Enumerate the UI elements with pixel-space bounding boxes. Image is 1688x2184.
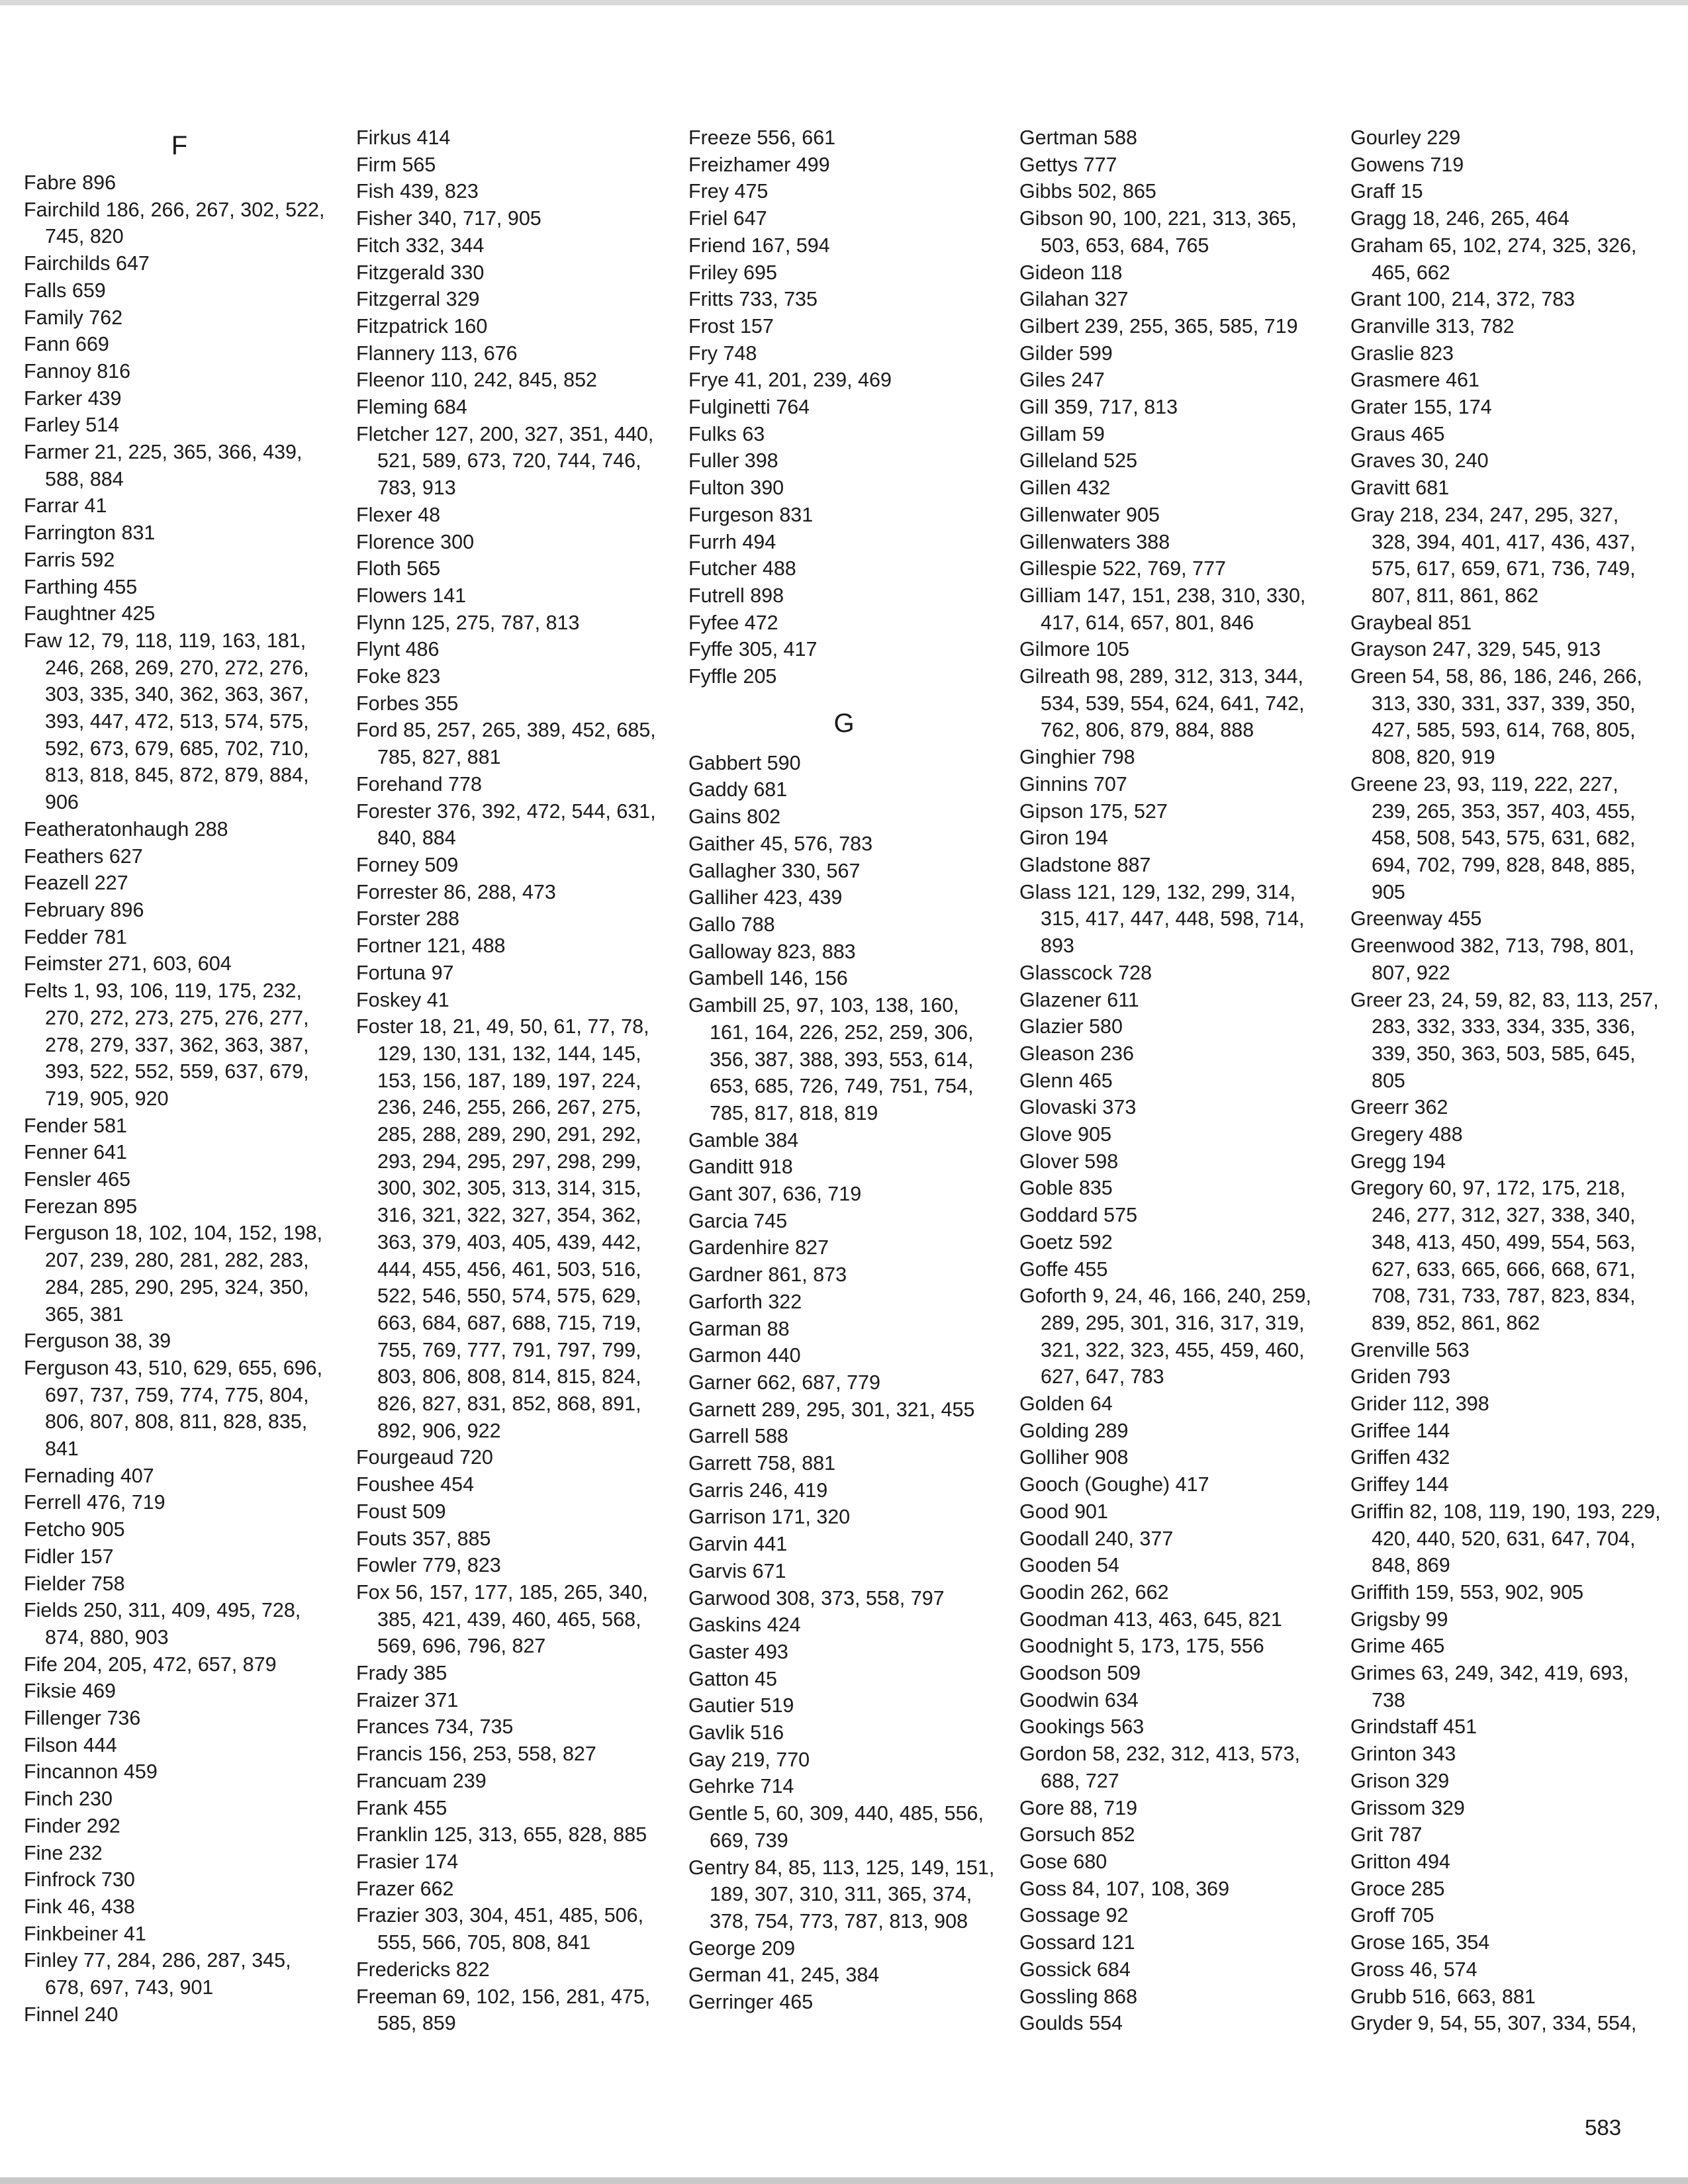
index-entry: Furgeson 831: [688, 503, 814, 526]
index-entry: Greer 23, 24, 59, 82, 83, 113, 257, 283, 332, 333, 334, 335, 336, 339, 350, 363, 503, 585, 645, 805: [1350, 988, 1659, 1092]
index-entry: Farker 439: [24, 387, 122, 410]
index-entry: Forehand 778: [356, 772, 482, 796]
index-entry: Goble 835: [1019, 1177, 1113, 1200]
index-entry: Fink 46, 438: [24, 1895, 135, 1918]
index-entry: Fife 204, 205, 472, 657, 879: [24, 1653, 277, 1676]
index-entry: Frost 157: [688, 314, 774, 338]
index-entry: Feazell 227: [24, 872, 128, 895]
index-entry: Foust 509: [356, 1500, 446, 1523]
index-entry: Galloway 823, 883: [688, 940, 856, 963]
index-entry: Garwood 308, 373, 558, 797: [688, 1586, 945, 1610]
index-entry: Gardenhire 827: [688, 1236, 829, 1259]
index-entry: Floth 565: [356, 557, 441, 580]
index-entry: Glove 905: [1019, 1123, 1112, 1146]
index-entry: Fetcho 905: [24, 1518, 125, 1541]
index-entry: Gossage 92: [1019, 1904, 1129, 1927]
index-entry: Giron 194: [1019, 827, 1108, 850]
index-entry: Garrett 758, 881: [688, 1452, 836, 1475]
index-entry: Gambill 25, 97, 103, 138, 160, 161, 164, 226, 252, 259, 306, 356, 387, 388, 393, 553, 614, 653, 685, 726, 749, 751, 754, 785, 817, 818, 819: [688, 994, 974, 1124]
index-entry: Fisher 340, 717, 905: [356, 207, 541, 230]
index-entry: Fyfee 472: [688, 611, 778, 634]
index-entry: Fritts 733, 735: [688, 288, 818, 311]
index-entry: Fox 56, 157, 177, 185, 265, 340, 385, 421, 439, 460, 465, 568, 569, 696, 796, 827: [356, 1580, 648, 1658]
index-entry: Garvin 441: [688, 1533, 788, 1556]
index-entry: Franklin 125, 313, 655, 828, 885: [356, 1823, 647, 1846]
index-entry: Flynn 125, 275, 787, 813: [356, 611, 580, 634]
index-entry: Fillenger 736: [24, 1707, 141, 1730]
index-entry: Graus 465: [1350, 422, 1445, 445]
index-entry: Greenway 455: [1350, 907, 1482, 931]
index-entry: Fann 669: [24, 333, 109, 356]
index-entry: Farmer 21, 225, 365, 366, 439, 588, 884: [24, 441, 303, 490]
index-entry: Goodnight 5, 173, 175, 556: [1019, 1635, 1264, 1658]
index-entry: Gillenwaters 388: [1019, 530, 1170, 553]
index-entry: Faw 12, 79, 118, 119, 163, 181, 246, 268, 269, 270, 272, 276, 303, 335, 340, 362, 363, 367, 393, 447, 472, 513, 574, 575, 592, 673, 679, 685, 702, 710, 813, 818, 845, 872, 879, 884, 906: [24, 629, 309, 814]
index-entry: Gardner 861, 873: [688, 1263, 847, 1287]
index-entry: Frank 455: [356, 1796, 447, 1819]
index-entry: Glover 598: [1019, 1150, 1119, 1173]
index-entry: Golliher 908: [1019, 1446, 1129, 1469]
index-entry: Gooch (Goughe) 417: [1019, 1473, 1209, 1496]
index-entry: Fincannon 459: [24, 1760, 158, 1784]
index-entry: George 209: [688, 1936, 796, 1960]
index-entry: Fabre 896: [24, 171, 117, 194]
index-entry: Friel 647: [688, 207, 767, 230]
index-entry: Gorsuch 852: [1019, 1823, 1135, 1846]
index-entry: Gehrke 714: [688, 1775, 794, 1798]
top-scan-edge: [0, 0, 1688, 5]
index-entry: Gambell 146, 156: [688, 967, 848, 990]
index-entry: Firkus 414: [356, 126, 451, 149]
index-entry: Finch 230: [24, 1788, 113, 1811]
index-entry: Garcia 745: [688, 1209, 788, 1232]
index-column-2: [356, 124, 667, 2037]
index-entry: Glazier 580: [1019, 1015, 1123, 1038]
index-entry: Garman 88: [688, 1317, 790, 1340]
index-entry: Goodman 413, 463, 645, 821: [1019, 1608, 1282, 1631]
index-entry: Good 901: [1019, 1500, 1108, 1523]
index-entry: Ginghier 798: [1019, 746, 1135, 769]
index-entry: Fry 748: [688, 341, 757, 365]
index-entry: Fitch 332, 344: [356, 234, 485, 257]
page-number: 583: [1585, 2115, 1622, 2140]
index-entry: Fredericks 822: [356, 1958, 490, 1981]
index-entry: Gentry 84, 85, 113, 125, 149, 151, 189, 307, 310, 311, 365, 374, 378, 754, 773, 787, 813, 908: [688, 1856, 995, 1933]
index-entry: Featheratonhaugh 288: [24, 817, 228, 841]
index-entry: Gallo 788: [688, 913, 775, 936]
index-entry: Gilahan 327: [1019, 288, 1129, 311]
index-entry: Foushee 454: [356, 1473, 475, 1496]
index-entry: Ferrell 476, 719: [24, 1491, 165, 1514]
index-entry: Graham 65, 102, 274, 325, 326, 465, 662: [1350, 234, 1637, 284]
index-entry: Gamble 384: [688, 1128, 799, 1152]
index-entry: Glasscock 728: [1019, 961, 1152, 984]
index-entry: Fowler 779, 823: [356, 1554, 501, 1577]
index-column-3: [688, 124, 1000, 2016]
index-entry: Ferguson 18, 102, 104, 152, 198, 207, 239, 280, 281, 282, 283, 284, 285, 290, 295, 324, 350, 365, 381: [24, 1222, 323, 1326]
index-entry: Goddard 575: [1019, 1204, 1138, 1227]
index-entry: Greene 23, 93, 119, 222, 227, 239, 265, 353, 357, 403, 455, 458, 508, 543, 575, 631, 682, 694, 702, 799, 828, 848, 885, 905: [1350, 772, 1636, 903]
index-entry: Griffin 82, 108, 119, 190, 193, 229, 420, 440, 520, 631, 647, 704, 848, 869: [1350, 1500, 1661, 1577]
index-entry: Gideon 118: [1019, 261, 1123, 284]
index-entry: Gant 307, 636, 719: [688, 1183, 862, 1206]
index-entry: Foke 823: [356, 665, 441, 688]
index-entry: Gillam 59: [1019, 422, 1105, 445]
index-entry: Finder 292: [24, 1814, 120, 1837]
index-entry: Felts 1, 93, 106, 119, 175, 232, 270, 272, 273, 275, 276, 277, 278, 279, 337, 362, 363, 387, 393, 522, 552, 559, 637, 679, 719, 905, 920: [24, 979, 309, 1110]
index-entry: Grasmere 461: [1350, 369, 1479, 392]
index-entry: Frye 41, 201, 239, 469: [688, 369, 892, 392]
index-entry: Ginnins 707: [1019, 772, 1127, 796]
index-entry: Grinton 343: [1350, 1743, 1456, 1766]
index-entry: Fortner 121, 488: [356, 934, 506, 958]
index-entry: Goulds 554: [1019, 2012, 1123, 2035]
index-entry: Furrh 494: [688, 530, 776, 553]
index-entry: Fidler 157: [24, 1545, 114, 1568]
index-entry: Gore 88, 719: [1019, 1796, 1138, 1819]
index-entry: Fletcher 127, 200, 327, 351, 440, 521, 589, 673, 720, 744, 746, 783, 913: [356, 422, 654, 500]
index-entry: Forrester 86, 288, 473: [356, 880, 556, 903]
index-entry: Gallagher 330, 567: [688, 859, 861, 882]
index-entry: Green 54, 58, 86, 186, 246, 266, 313, 330, 331, 337, 339, 350, 427, 585, 593, 614, 768, 805, 808, 820, 919: [1350, 665, 1642, 769]
index-entry: Fitzgerald 330: [356, 261, 485, 284]
index-entry: Garmon 440: [688, 1344, 801, 1367]
index-entry: Flexer 48: [356, 503, 441, 526]
index-entry: Glovaski 373: [1019, 1096, 1137, 1119]
index-entry: Ferezan 895: [24, 1195, 138, 1218]
index-entry: Goodin 262, 662: [1019, 1580, 1169, 1604]
index-entry: Finfrock 730: [24, 1868, 135, 1891]
index-entry: Gossick 684: [1019, 1958, 1131, 1981]
index-entry: Freizhamer 499: [688, 153, 830, 176]
index-entry: Fouts 357, 885: [356, 1527, 491, 1550]
index-entry: Fyffle 205: [688, 665, 777, 688]
index-entry: Gilreath 98, 289, 312, 313, 344, 534, 539, 554, 624, 641, 742, 762, 806, 879, 884, 888: [1019, 665, 1305, 742]
index-entry: Gossling 868: [1019, 1985, 1138, 2008]
index-entry: Forney 509: [356, 853, 459, 876]
index-entry: Fairchild 186, 266, 267, 302, 522, 745, 820: [24, 198, 325, 248]
index-entry: Fortuna 97: [356, 961, 454, 984]
index-entry: Graybeal 851: [1350, 611, 1472, 634]
index-entry: Foster 18, 21, 49, 50, 61, 77, 78, 129, 130, 131, 132, 144, 145, 153, 156, 187, 189, 197, 224, 236, 246, 255, 266, 267, 275, 285, 288, 289, 290, 291, 292, 293, 294, 295, 297, 298, 299, 300, 302, 305, 313, 314, 315, 316, 321, 322, 327, 354, 362, 363, 379, 403, 405, 439, 442, 444, 455, 456, 461, 503, 516, 522, 546, 550, 574, 575, 629, 663, 684, 687, 688, 715, 719, 755, 769, 777, 791, 797, 799, 803, 806, 808, 814, 815, 824, 826, 827, 831, 852, 868, 891, 892, 906, 922: [356, 1015, 649, 1442]
index-entry: Glenn 465: [1019, 1069, 1113, 1092]
index-entry: Forster 288: [356, 907, 459, 931]
index-entry: Ford 85, 257, 265, 389, 452, 685, 785, 827, 881: [356, 719, 656, 769]
index-entry: Frances 734, 735: [356, 1715, 514, 1739]
index-entry: Fine 232: [24, 1841, 103, 1864]
index-entry: Gaddy 681: [688, 778, 788, 801]
index-entry: Gerringer 465: [688, 1991, 814, 2014]
index-entry: Golden 64: [1019, 1392, 1113, 1416]
index-entry: Fields 250, 311, 409, 495, 728, 874, 880, 903: [24, 1599, 301, 1649]
index-entry: Fensler 465: [24, 1168, 131, 1191]
index-entry: Glass 121, 129, 132, 299, 314, 315, 417, 447, 448, 598, 714, 893: [1019, 880, 1305, 958]
index-entry: Grider 112, 398: [1350, 1392, 1489, 1416]
index-entry: Grime 465: [1350, 1635, 1445, 1658]
index-entry: Giles 247: [1019, 369, 1105, 392]
index-entry: Francis 156, 253, 558, 827: [356, 1743, 596, 1766]
index-entry: Gowens 719: [1350, 153, 1464, 176]
index-entry: Finnel 240: [24, 2003, 118, 2026]
index-entry: Freeman 69, 102, 156, 281, 475, 585, 859: [356, 1985, 651, 2035]
index-entry: Farris 592: [24, 548, 115, 571]
index-entry: Garnett 289, 295, 301, 321, 455: [688, 1398, 975, 1421]
index-entry: Gilbert 239, 255, 365, 585, 719: [1019, 314, 1298, 338]
index-entry: Forester 376, 392, 472, 544, 631, 840, 884: [356, 799, 656, 850]
index-entry: Fish 439, 823: [356, 180, 479, 203]
index-entry: Gibson 90, 100, 221, 313, 365, 503, 653, 684, 765: [1019, 207, 1297, 257]
index-entry: Gentle 5, 60, 309, 440, 485, 556, 669, 739: [688, 1802, 984, 1852]
index-entry: Finkbeiner 41: [24, 1922, 146, 1945]
index-entry: Grose 165, 354: [1350, 1931, 1490, 1954]
index-entry: Gilmore 105: [1019, 638, 1130, 661]
index-entry: Frazer 662: [356, 1877, 454, 1900]
index-entry: Gookings 563: [1019, 1715, 1145, 1739]
index-entry: Golding 289: [1019, 1419, 1129, 1442]
index-entry: Gordon 58, 232, 312, 413, 573, 688, 727: [1019, 1743, 1300, 1792]
index-entry: Gavlik 516: [688, 1721, 784, 1745]
index-entry: German 41, 245, 384: [688, 1964, 880, 1987]
index-entry: Griden 793: [1350, 1365, 1450, 1388]
index-entry: Gooden 54: [1019, 1554, 1119, 1577]
index-entry: Gray 218, 234, 247, 295, 327, 328, 394, 401, 417, 436, 437, 575, 617, 659, 671, 736, 749, 807, 811, 861, 862: [1350, 503, 1636, 607]
index-entry: Fourgeaud 720: [356, 1446, 493, 1469]
index-entry: Goodwin 634: [1019, 1688, 1139, 1711]
index-entry: Gipson 175, 527: [1019, 799, 1168, 823]
index-entry: Groce 285: [1350, 1877, 1445, 1900]
index-entry: Gritton 494: [1350, 1850, 1450, 1873]
index-entry: Fairchilds 647: [24, 252, 150, 275]
index-entry: Graff 15: [1350, 180, 1423, 203]
index-entry: Gabbert 590: [688, 751, 801, 774]
index-entry: Gourley 229: [1350, 126, 1461, 149]
index-entry: Fulton 390: [688, 477, 784, 500]
index-entry: Filson 444: [24, 1733, 117, 1756]
index-entry: Freeze 556, 661: [688, 126, 836, 149]
index-entry: Ferguson 43, 510, 629, 655, 696, 697, 737, 759, 774, 775, 804, 806, 807, 808, 811, 828, 835, 841: [24, 1356, 323, 1461]
index-entry: Fleenor 110, 242, 845, 852: [356, 369, 598, 392]
index-entry: Fuller 398: [688, 449, 778, 473]
index-entry: Grimes 63, 249, 342, 419, 693, 738: [1350, 1662, 1629, 1711]
index-entry: Garforth 322: [688, 1290, 802, 1313]
index-entry: Fernading 407: [24, 1464, 154, 1487]
index-entry: February 896: [24, 898, 144, 921]
index-entry: Gravitt 681: [1350, 477, 1450, 500]
index-entry: Gragg 18, 246, 265, 464: [1350, 207, 1570, 230]
index-column-1: [24, 124, 335, 2028]
index-entry: Goodall 240, 377: [1019, 1527, 1174, 1550]
index-entry: Farrar 41: [24, 494, 107, 518]
index-entry: Fitzpatrick 160: [356, 314, 488, 338]
index-entry: Frey 475: [688, 180, 769, 203]
index-entry: Graslie 823: [1350, 341, 1454, 365]
index-entry: Grigsby 99: [1350, 1608, 1448, 1631]
index-entry: Gaskins 424: [688, 1614, 801, 1637]
index-entry: Frady 385: [356, 1662, 447, 1685]
index-entry: Family 762: [24, 306, 123, 329]
index-entry: Garvis 671: [688, 1559, 786, 1582]
index-entry: Grant 100, 214, 372, 783: [1350, 288, 1575, 311]
index-entry: Gatton 45: [688, 1667, 777, 1690]
index-entry: Flynt 486: [356, 638, 440, 661]
index-entry: Fitzgerral 329: [356, 288, 480, 311]
index-entry: Grindstaff 451: [1350, 1715, 1477, 1739]
index-entry: Fleming 684: [356, 396, 467, 419]
index-entry: Gaster 493: [688, 1640, 788, 1663]
index-entry: Graves 30, 240: [1350, 449, 1489, 473]
index-entry: Gettys 777: [1019, 153, 1117, 176]
index-entry: Fraizer 371: [356, 1688, 459, 1711]
index-entry: Goss 84, 107, 108, 369: [1019, 1877, 1230, 1900]
index-entry: Goffe 455: [1019, 1257, 1108, 1281]
bottom-scan-edge: [0, 2177, 1688, 2184]
index-entry: Fedder 781: [24, 925, 127, 948]
index-entry: Grissom 329: [1350, 1796, 1465, 1819]
index-entry: Farley 514: [24, 414, 120, 437]
index-entry: Grit 787: [1350, 1823, 1423, 1846]
index-entry: Grenville 563: [1350, 1338, 1470, 1361]
index-entry: Fiksie 469: [24, 1680, 117, 1703]
index-entry: Granville 313, 782: [1350, 314, 1515, 338]
index-entry: Gillespie 522, 769, 777: [1019, 557, 1226, 580]
index-entry: Galliher 423, 439: [688, 886, 843, 909]
index-entry: Gilder 599: [1019, 341, 1113, 365]
index-entry: Frasier 174: [356, 1850, 459, 1873]
index-entry: Gossard 121: [1019, 1931, 1135, 1954]
index-entry: Garner 662, 687, 779: [688, 1371, 880, 1394]
index-entry: Gregg 194: [1350, 1150, 1446, 1173]
index-entry: Gilliam 147, 151, 238, 310, 330, 417, 614, 657, 801, 846: [1019, 584, 1306, 634]
index-entry: Foskey 41: [356, 988, 449, 1011]
index-entry: Goforth 9, 24, 46, 166, 240, 259, 289, 295, 301, 316, 317, 319, 321, 322, 323, 455, 459, 460, 627, 647, 783: [1019, 1285, 1311, 1388]
index-entry: Gross 46, 574: [1350, 1958, 1477, 1981]
index-entry: Firm 565: [356, 153, 436, 176]
index-column-5: [1350, 124, 1662, 2037]
index-entry: Farthing 455: [24, 575, 138, 598]
index-entry: Grayson 247, 329, 545, 913: [1350, 638, 1601, 661]
index-entry: Griffen 432: [1350, 1446, 1450, 1469]
index-entry: Gill 359, 717, 813: [1019, 396, 1178, 419]
section-letter: F: [171, 131, 188, 160]
index-entry: Garrison 171, 320: [688, 1506, 851, 1529]
index-entry: Florence 300: [356, 530, 475, 553]
index-entry: Gregory 60, 97, 172, 175, 218, 246, 277, 312, 327, 338, 340, 348, 413, 450, 499, 554, 563, 627, 633, 665, 666, 668, 671, 708, 731, 733, 787, 823, 834, 839, 852, 861, 862: [1350, 1177, 1636, 1334]
index-entry: Ganditt 918: [688, 1156, 793, 1179]
index-entry: Fulginetti 764: [688, 396, 810, 419]
index-entry: Glazener 611: [1019, 988, 1139, 1011]
index-entry: Fannoy 816: [24, 359, 131, 383]
index-entry: Gregery 488: [1350, 1123, 1463, 1146]
index-entry: Gryder 9, 54, 55, 307, 334, 554,: [1350, 2012, 1637, 2035]
index-entry: Forbes 355: [356, 692, 459, 715]
index-entry: Fulks 63: [688, 422, 765, 445]
index-entry: Grison 329: [1350, 1769, 1450, 1792]
index-entry: Groff 705: [1350, 1904, 1434, 1927]
index-column-4: [1019, 124, 1331, 2037]
index-entry: Feathers 627: [24, 844, 143, 868]
index-entry: Fenner 641: [24, 1141, 127, 1164]
index-entry: Friend 167, 594: [688, 234, 830, 257]
index-entry: Gilleland 525: [1019, 449, 1138, 473]
index-entry: Gautier 519: [688, 1694, 794, 1717]
index-entry: Gibbs 502, 865: [1019, 180, 1156, 203]
index-entry: Gains 802: [688, 805, 781, 829]
index-entry: Gose 680: [1019, 1850, 1107, 1873]
index-entry: Garrell 588: [688, 1425, 788, 1448]
index-entry: Goetz 592: [1019, 1230, 1113, 1253]
index-entry: Griffey 144: [1350, 1473, 1449, 1496]
index-entry: Greerr 362: [1350, 1096, 1448, 1119]
index-entry: Gillen 432: [1019, 477, 1111, 500]
index-entry: Fyffe 305, 417: [688, 638, 818, 661]
index-entry: Gertman 588: [1019, 126, 1138, 149]
index-entry: Falls 659: [24, 279, 106, 302]
index-entry: Griffee 144: [1350, 1419, 1450, 1442]
index-entry: Fender 581: [24, 1114, 127, 1137]
index-entry: Ferguson 38, 39: [24, 1330, 171, 1353]
index-entry: Grubb 516, 663, 881: [1350, 1985, 1536, 2008]
index-entry: Goodson 509: [1019, 1662, 1141, 1685]
index-entry: Farrington 831: [24, 522, 156, 545]
index-entry: Greenwood 382, 713, 798, 801, 807, 922: [1350, 934, 1635, 984]
index-entry: Francuam 239: [356, 1769, 487, 1792]
index-entry: Finley 77, 284, 286, 287, 345, 678, 697, 743, 901: [24, 1949, 291, 1999]
index-entry: Friley 695: [688, 261, 777, 284]
section-letter: G: [833, 708, 855, 738]
index-entry: Faughtner 425: [24, 602, 156, 625]
index-entry: Gladstone 887: [1019, 853, 1151, 876]
index-entry: Fielder 758: [24, 1572, 125, 1595]
index-entry: Grater 155, 174: [1350, 396, 1492, 419]
index-entry: Gay 219, 770: [688, 1748, 810, 1771]
index-entry: Futrell 898: [688, 584, 784, 607]
index-entry: Gillenwater 905: [1019, 503, 1160, 526]
index-entry: Flannery 113, 676: [356, 341, 518, 365]
index-entry: Gleason 236: [1019, 1042, 1134, 1065]
index-entry: Feimster 271, 603, 604: [24, 952, 232, 976]
index-entry: Flowers 141: [356, 584, 467, 607]
index-entry: Frazier 303, 304, 451, 485, 506, 555, 566, 705, 808, 841: [356, 1904, 644, 1954]
index-entry: Gaither 45, 576, 783: [688, 832, 873, 855]
index-entry: Futcher 488: [688, 557, 796, 580]
index-entry: Griffith 159, 553, 902, 905: [1350, 1580, 1584, 1604]
index-entry: Garris 246, 419: [688, 1479, 828, 1502]
